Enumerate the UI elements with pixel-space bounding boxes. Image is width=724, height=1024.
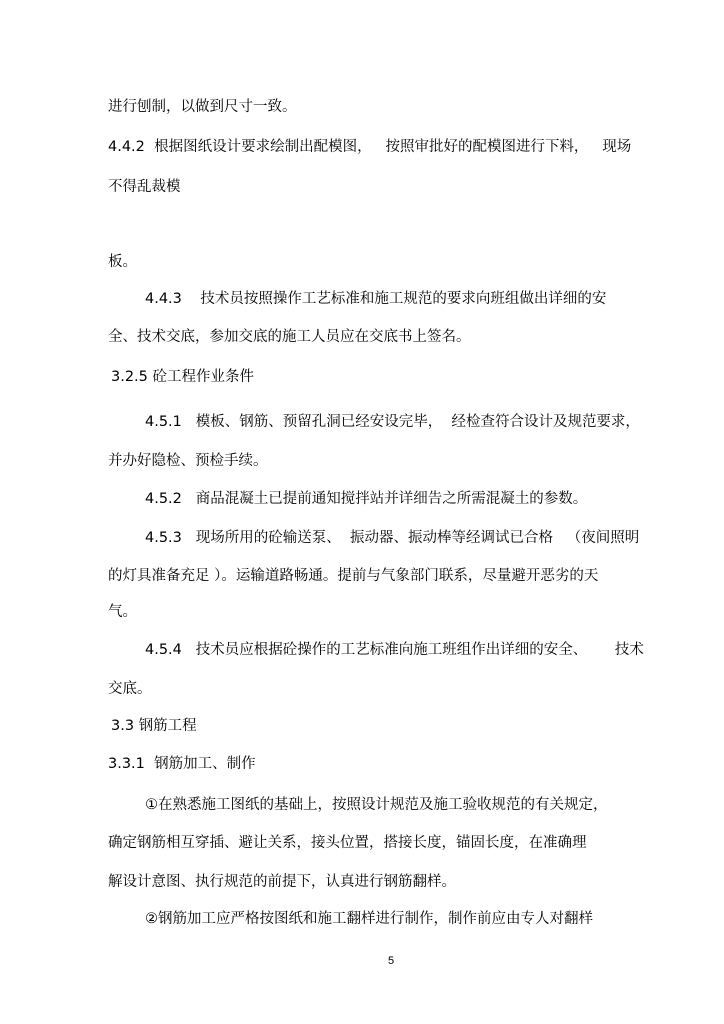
- section-heading: 3.2.5 砼工程作业条件: [111, 369, 255, 385]
- text-line: 进行刨制，以做到尺寸一致。: [108, 99, 297, 115]
- text-line: 全、技术交底，参加交底的施工人员应在交底书上签名。: [108, 329, 471, 345]
- text-line: 不得乱裁模: [108, 179, 181, 195]
- text-line: 气。: [108, 604, 137, 620]
- text-line: 4.5.3 现场所用的砼输送泵、 振动器、振动棒等经调试已合格 （夜间照明: [145, 530, 640, 546]
- text-line: 交底。: [108, 681, 152, 697]
- text-line: ①在熟悉施工图纸的基础上，按照设计规范及施工验收规范的有关规定，: [145, 797, 608, 813]
- text-line: ②钢筋加工应严格按图纸和施工翻样进行制作，制作前应由专人对翻样: [145, 911, 593, 927]
- page-number: 5: [388, 955, 395, 967]
- text-line: 4.4.2 根据图纸设计要求绘制出配模图， 按照审批好的配模图进行下料， 现场: [108, 139, 632, 155]
- text-line: 4.4.3 技术员按照操作工艺标准和施工规范的要求向班组做出详细的安: [145, 291, 607, 307]
- text-line: 并办好隐检、预检手续。: [108, 453, 268, 469]
- text-line: 4.5.1 模板、钢筋、预留孔洞已经安设完毕， 经检查符合设计及规范要求，: [145, 414, 640, 430]
- text-line: 确定钢筋相互穿插、避让关系，接头位置，搭接长度，锚固长度，在准确理: [108, 835, 587, 851]
- text-line: 解设计意图、执行规范的前提下，认真进行钢筋翻样。: [108, 874, 456, 890]
- section-heading: 3.3 钢筋工程: [111, 718, 197, 734]
- text-line: 的灯具准备充足 ）。运输道路畅通。提前与气象部门联系，尽量避开恶劣的天: [108, 568, 599, 584]
- text-line: 4.5.4 技术员应根据砼操作的工艺标准向施工班组作出详细的安全、 技术: [145, 642, 644, 658]
- text-line: 4.5.2 商品混凝土已提前通知搅拌站并详细告之所需混凝土的参数。: [145, 491, 588, 507]
- subsection-heading: 3.3.1 钢筋加工、制作: [108, 756, 256, 772]
- text-line: 板。: [108, 254, 137, 270]
